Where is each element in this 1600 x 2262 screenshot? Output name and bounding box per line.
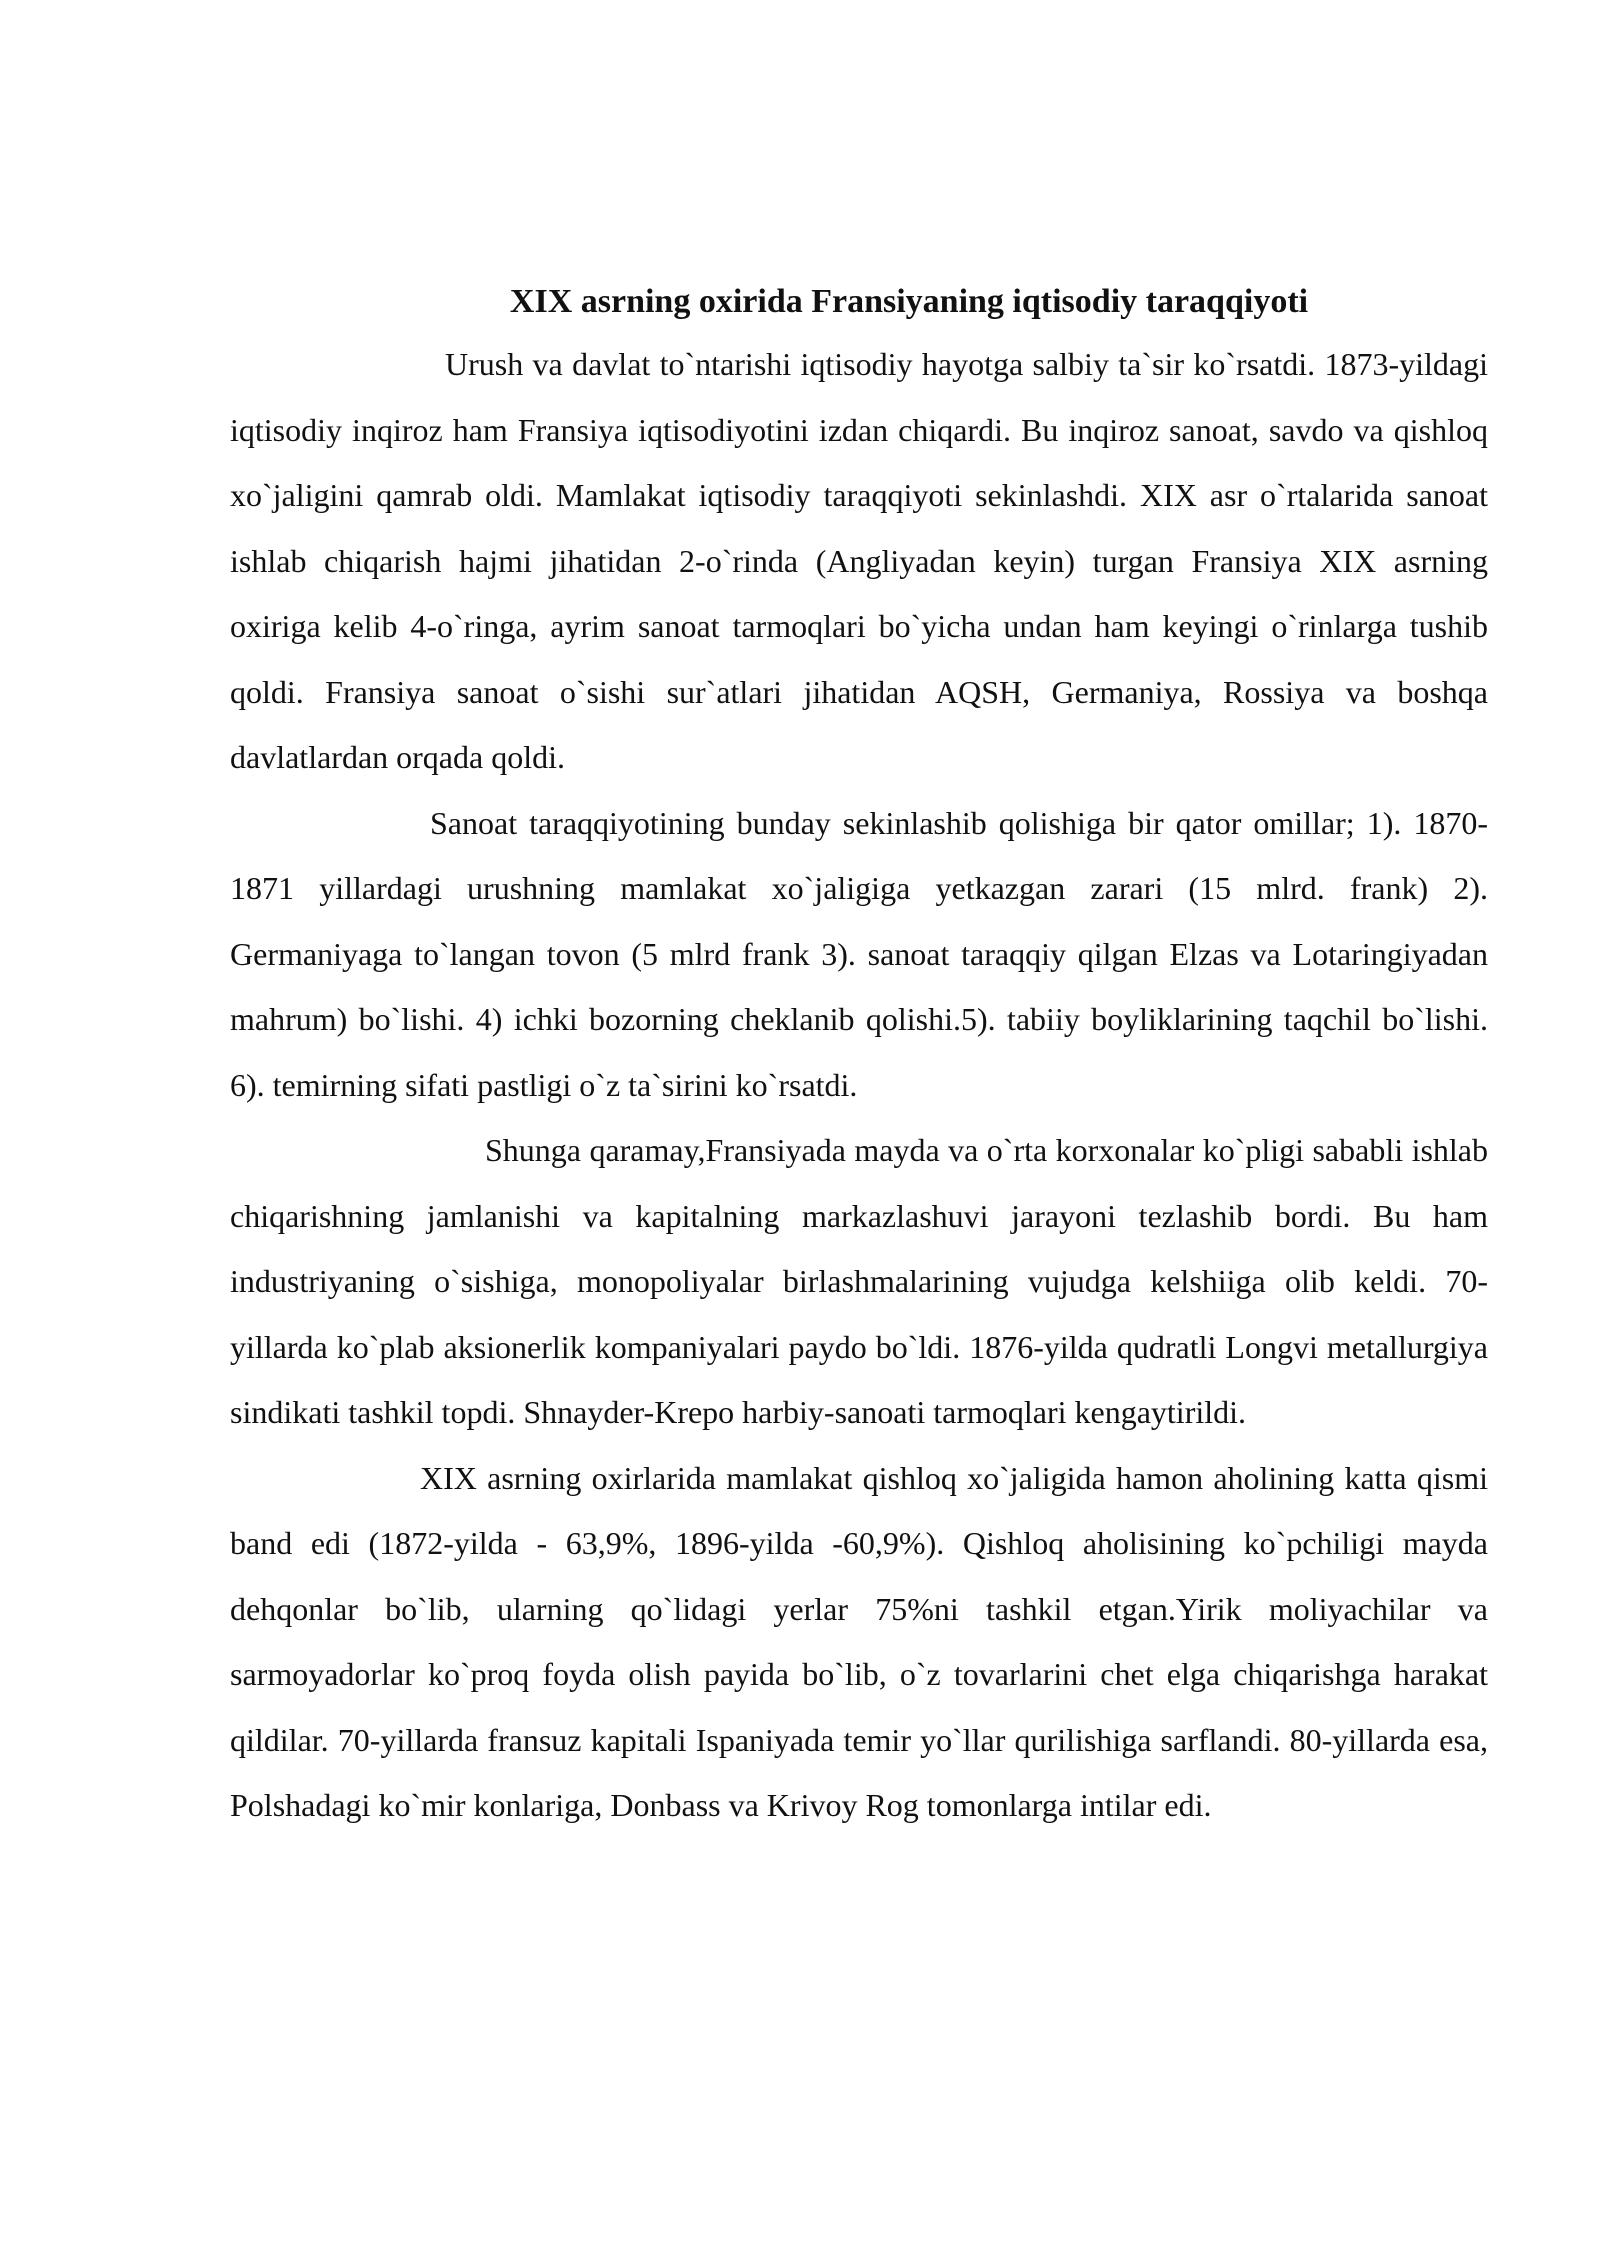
document-body <box>230 280 1488 1839</box>
paragraph-war-and-crisis: Urush va davlat to`ntarishi iqtisodiy hayotga salbiy ta`sir ko`rsatdi. 1873-yildagi iqtisodiy inqiroz ham Fransiya iqtisodiyotini izdan chiqardi. Bu inqiroz sanoat, savdo va qishloq xo`jaligini qamrab oldi. Mamlakat iqtisodiy taraqqiyoti sekinlashdi. XIX asr o`rtalarida sanoat ishlab chiqarish hajmi jihatidan 2-o`rinda (Angliyadan keyin) turgan Fransiya XIX asrning oxiriga kelib 4-o`ringa, ayrim sanoat tarmoqlari bo`yicha undan ham keyingi o`rinlarga tushib qoldi. Fransiya sanoat o`sishi sur`atlari jihatidan AQSH, Germaniya, Rossiya va boshqa davlatlardan orqada qoldi. <box>230 346 1488 775</box>
paragraph-slowdown-factors: Sanoat taraqqiyotining bunday sekinlashib qolishiga bir qator omillar; 1). 1870-1871 yillardagi urushning mamlakat xo`jaligiga yetkazgan zarari (15 mlrd. frank) 2). Germaniyaga to`langan tovon (5 mlrd frank 3). sanoat taraqqiy qilgan Elzas va Lotaringiyadan mahrum) bo`lishi. 4) ichki bozorning cheklanib qolishi.5). tabiiy boyliklarining taqchil bo`lishi. 6). temirning sifati pastligi o`z ta`sirini ko`rsatdi. <box>230 804 1488 1103</box>
paragraph-agriculture-capital-export: XIX asrning oxirlarida mamlakat qishloq xo`jaligida hamon aholining katta qismi band edi (1872-yilda - 63,9%, 1896-yilda -60,9%). Qishloq aholisining ko`pchiligi mayda dehqonlar bo`lib, ularning qo`lidagi yerlar 75%ni tashkil etgan.Yirik moliyachilar va sarmoyadorlar ko`proq foyda olish payida bo`lib, o`z tovarlarini chet elga chiqarishga harakat qildilar. 70-yillarda fransuz kapitali Ispaniyada temir yo`llar qurilishiga sarflandi. 80-yillarda esa, Polshadagi ko`mir konlariga, Donbass va Krivoy Rog tomonlarga intilar edi. <box>230 1459 1488 1823</box>
document-title: XIX asrning oxirida Fransiyaning iqtisodiy taraqqiyoti <box>509 283 1309 320</box>
paragraph-concentration-monopolies: Shunga qaramay,Fransiyada mayda va o`rta korxonalar ko`pligi sababli ishlab chiqarishning jamlanishi va kapitalning markazlashuvi jarayoni tezlashib bordi. Bu ham industriyaning o`sishiga, monopoliyalar birlashmalarining vujudga kelshiiga olib keldi. 70-yillarda ko`plab aksionerlik kompaniyalari paydo bo`ldi. 1876-yilda qudratli Longvi metallurgiya sindikati tashkil topdi. Shnayder-Krepo harbiy-sanoati tarmoqlari kengaytirildi. <box>230 1132 1488 1430</box>
